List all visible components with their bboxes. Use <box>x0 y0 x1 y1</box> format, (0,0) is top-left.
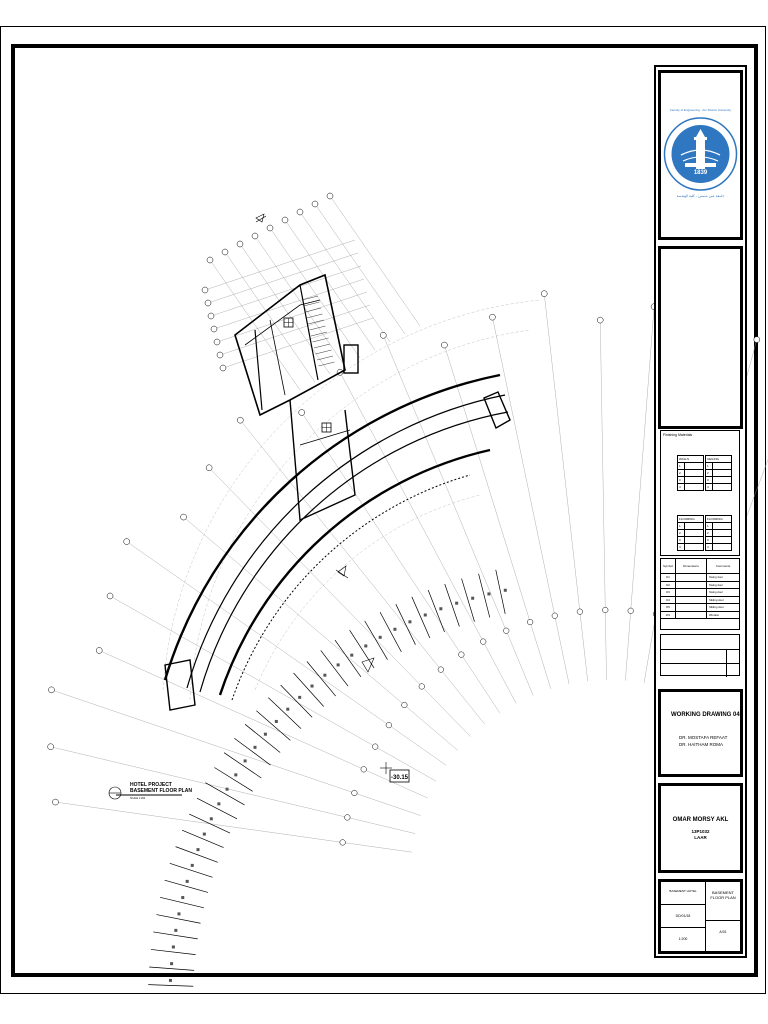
room-fixture <box>350 654 353 657</box>
finish-table <box>705 515 732 551</box>
info-scale: 1:200 <box>678 937 688 941</box>
grid-bubble <box>181 514 187 520</box>
room-fixture <box>253 746 256 749</box>
schedule-symbol: D5 <box>661 604 676 611</box>
room-fixture <box>379 636 382 639</box>
grid-bubble <box>202 287 208 293</box>
finish-table-title: FLOORING <box>678 516 704 523</box>
finish-row-material <box>685 523 704 530</box>
schedule-rows <box>661 574 739 619</box>
room-fixtures <box>169 589 507 982</box>
schedule-symbol: D3 <box>661 589 676 596</box>
room-partition <box>234 738 270 765</box>
grid-bubble-inner <box>345 815 351 821</box>
grid-bubble <box>441 342 447 348</box>
room-partition <box>380 612 401 652</box>
radial-grid-line <box>240 420 484 724</box>
finish-table <box>677 455 704 491</box>
room-partition <box>335 640 361 677</box>
grid-bubble-inner <box>628 608 634 614</box>
instructor-2: DR. HAITHAM ROMA <box>679 742 724 747</box>
grid-bubble <box>214 339 220 345</box>
north-arrow-1 <box>256 214 266 222</box>
schedule-comment: Sliding door <box>709 605 724 609</box>
room-fixture <box>217 802 220 805</box>
room-fixture <box>424 613 427 616</box>
schedule-symbol: D1 <box>661 574 676 581</box>
grid-bubble-inner <box>340 840 346 846</box>
finish-row-number: 4 <box>706 544 713 551</box>
level-marker-value: -30.15 <box>391 775 409 781</box>
finish-table <box>677 515 704 551</box>
grid-bubble-inner <box>386 722 392 728</box>
grid-bubble <box>237 241 243 247</box>
finish-row-material <box>685 470 704 477</box>
block-grid-line <box>211 266 361 316</box>
finish-table <box>705 455 732 491</box>
block-grid-line <box>223 318 373 368</box>
finish-row-number: 3 <box>706 537 713 544</box>
room-fixture <box>455 602 458 605</box>
room-partition <box>256 711 290 741</box>
room-fixture <box>487 592 490 595</box>
block-grid-line <box>225 252 315 382</box>
finish-row-material <box>685 544 704 551</box>
grid-bubble-inner <box>402 702 408 708</box>
grid-bubble-inner <box>503 628 509 634</box>
finish-table-title: FLOORING <box>706 516 732 523</box>
room-partition <box>445 584 460 627</box>
radial-grid-line <box>544 294 587 682</box>
finish-row-number: 2 <box>706 470 713 477</box>
info-project: BASEMENT HOTEL <box>669 889 697 893</box>
room-fixture <box>210 817 213 820</box>
finish-row-material <box>685 537 704 544</box>
grid-bubble-inner <box>419 684 425 690</box>
room-partition <box>148 985 193 987</box>
stair-tread <box>305 308 321 312</box>
finish-row-number: 3 <box>678 537 685 544</box>
grid-bubble <box>220 365 226 371</box>
stair-tread <box>314 344 330 348</box>
room-partition <box>205 783 244 805</box>
radial-grid-line <box>600 320 606 680</box>
room-partition <box>496 570 505 614</box>
room-partition <box>321 650 348 686</box>
finish-row-material <box>713 537 732 544</box>
room-fixture <box>203 833 206 836</box>
room-fixture <box>174 929 177 932</box>
grid-bubble <box>217 352 223 358</box>
finish-row-material <box>713 523 732 530</box>
schedule-comment: Sliding door <box>709 597 724 602</box>
room-partition <box>156 915 200 924</box>
schedule-header-comments: Comments <box>715 564 731 568</box>
grid-bubble <box>52 799 58 805</box>
stair-tread <box>308 320 324 324</box>
room-partition <box>479 574 490 618</box>
finish-table-title: CEILING <box>706 456 732 463</box>
stair-tread <box>316 350 332 354</box>
grid-bubble <box>312 201 318 207</box>
grid-bubble <box>48 687 54 693</box>
room-fixture <box>196 848 199 851</box>
grid-bubble-inner <box>352 790 358 796</box>
schedule-comment: Window <box>709 612 719 617</box>
grid-bubble <box>252 233 258 239</box>
grid-bubble <box>208 313 214 319</box>
schedule-dimensions <box>676 604 707 611</box>
room-fixture <box>408 620 411 623</box>
block-grid-line <box>205 240 355 290</box>
info-number: A/01 <box>719 930 727 934</box>
schedule-row <box>661 604 739 612</box>
logo-arabic-text: جامعة عين شمس - كلية الهندسة <box>676 194 725 198</box>
info-date: DD/01/18 <box>675 914 691 918</box>
block-grid-line <box>315 204 405 334</box>
finish-row-material <box>685 477 704 484</box>
grid-bubble <box>206 465 212 471</box>
finish-row-number: 2 <box>678 530 685 537</box>
stair-tread <box>302 296 318 300</box>
scale-text: SCALE 1:200 <box>130 797 146 800</box>
university-logo <box>661 73 740 237</box>
block-grid-line <box>330 196 420 326</box>
finish-row-material <box>685 530 704 537</box>
schedule-symbol: D2 <box>661 582 676 589</box>
stair-tread <box>317 356 333 360</box>
schedule-dimensions <box>676 582 707 589</box>
grid-bubble <box>207 257 213 263</box>
room-fixture <box>471 597 474 600</box>
room-partition <box>214 767 252 791</box>
grid-bubble <box>124 539 130 545</box>
radial-grid-line <box>55 802 411 852</box>
room-fixture <box>186 880 189 883</box>
finish-row-number: 2 <box>706 530 713 537</box>
instructor-1: DR. MOSTAFA REFAAT <box>679 735 728 740</box>
block-grid-line <box>255 236 345 366</box>
grid-bubble <box>107 593 113 599</box>
room-fixture <box>169 979 172 982</box>
room-fixture <box>337 663 340 666</box>
grid-bubble-inner <box>480 639 486 645</box>
sheet-title: BASEMENT FLOOR PLAN <box>130 788 192 794</box>
grid-bubble <box>205 300 211 306</box>
revision-table <box>660 634 740 676</box>
room-partitions <box>148 570 505 986</box>
room-partition <box>245 724 280 752</box>
finish-row-material <box>713 544 732 551</box>
stair-tread <box>319 362 335 366</box>
schedule-symbol: W1 <box>661 612 676 619</box>
block-details <box>302 296 335 366</box>
block-grid-line <box>214 279 364 329</box>
schedule-dimensions <box>676 612 707 619</box>
grid-bubble-inner <box>459 652 465 658</box>
room-partition <box>307 661 336 696</box>
room-partition <box>428 590 444 632</box>
room-fixture <box>172 945 175 948</box>
schedule-header-dimensions: Dimensions <box>676 559 707 573</box>
radial-grid-line <box>209 468 470 737</box>
room-partition <box>189 814 230 833</box>
grid-bubble <box>297 209 303 215</box>
room-fixture <box>226 788 229 791</box>
schedule-dimensions <box>676 589 707 596</box>
finish-row-material <box>713 470 732 477</box>
finish-row-number: 1 <box>678 463 685 470</box>
room-fixture <box>275 720 278 723</box>
student-panel <box>658 783 743 873</box>
grid-bubble <box>282 217 288 223</box>
room-fixture <box>181 896 184 899</box>
finishing-header: Finishing Materials <box>663 433 693 437</box>
radial-grid-line <box>99 650 427 798</box>
grid-bubble <box>754 337 760 343</box>
schedule-row <box>661 612 739 620</box>
finish-row-number: 4 <box>678 484 685 491</box>
schedule-comment: Swing door <box>709 575 723 579</box>
room-fixture <box>364 644 367 647</box>
grid-bubble <box>211 326 217 332</box>
sheet-info-panel <box>658 879 743 954</box>
room-fixture <box>311 685 314 688</box>
room-fixture <box>234 773 237 776</box>
finish-row-material <box>685 463 704 470</box>
student-id: 13P1032 <box>691 829 710 834</box>
finish-row-number: 4 <box>706 484 713 491</box>
room-fixture <box>177 912 180 915</box>
schedule-comment: Swing door <box>709 590 723 594</box>
room-partition <box>153 932 197 939</box>
grid-bubble-inner <box>372 744 378 750</box>
grid-bubble-inner <box>438 667 444 673</box>
finish-row-material <box>713 463 732 470</box>
room-partition <box>149 967 194 970</box>
logo-ring-text: Faculty of Engineering - Ain Shams University <box>670 108 731 112</box>
stair-tread <box>304 302 320 306</box>
block-grid-line <box>217 292 367 342</box>
grid-bubble <box>48 744 54 750</box>
grid-bubble <box>299 409 305 415</box>
radial-grid-line <box>625 307 654 681</box>
finish-row-number: 3 <box>678 477 685 484</box>
finish-row-number: 3 <box>706 477 713 484</box>
student-name: OMAR MORSY AKL <box>672 817 729 823</box>
room-partition <box>182 830 224 847</box>
finish-row-material <box>713 484 732 491</box>
room-fixture <box>286 708 289 711</box>
schedule-row <box>661 597 739 605</box>
grid-bubble <box>237 417 243 423</box>
grid-bubble <box>96 647 102 653</box>
schedule-dimensions <box>676 597 707 604</box>
course-panel <box>658 689 743 777</box>
room-partition <box>151 949 196 954</box>
room-partition <box>294 673 324 706</box>
schedule-row <box>661 589 739 597</box>
radial-grid-line <box>110 596 436 781</box>
grid-bubble-inner <box>602 607 608 613</box>
finish-row-number: 1 <box>678 523 685 530</box>
block-grid-line <box>270 228 360 358</box>
finish-row-number: 1 <box>706 463 713 470</box>
course-title: WORKING DRAWING 04 <box>671 712 740 718</box>
room-fixture <box>244 759 247 762</box>
stair-tread <box>313 338 329 342</box>
schedule-row <box>661 574 739 582</box>
room-partition <box>396 604 416 644</box>
finish-row-material <box>713 530 732 537</box>
room-partition <box>224 753 261 778</box>
room-fixture <box>191 864 194 867</box>
info-sheet: BASEMENT FLOOR PLAN <box>710 890 736 900</box>
schedule-comment: Swing door <box>709 582 723 587</box>
grid-bubble <box>541 291 547 297</box>
grid-bubble <box>267 225 273 231</box>
schedule-row <box>661 582 739 590</box>
key-plan-box <box>658 246 743 429</box>
door-window-schedule <box>660 558 740 630</box>
grid-bubble-inner <box>361 767 367 773</box>
curved-wing <box>165 375 508 700</box>
finish-row-material <box>713 477 732 484</box>
grid-bubble <box>380 332 386 338</box>
room-partition <box>281 685 312 717</box>
radial-grid-line <box>51 747 416 834</box>
schedule-dimensions <box>676 574 707 581</box>
finish-table-title: WALLS <box>678 456 704 463</box>
radial-grid-line <box>302 412 500 713</box>
logo-year: 1839 <box>693 170 708 176</box>
finish-row-number: 1 <box>706 523 713 530</box>
grid-bubble-inner <box>577 609 583 615</box>
room-fixture <box>504 589 507 592</box>
project-title: HOTEL PROJECT <box>130 782 172 788</box>
grid-bubble-inner <box>527 619 533 625</box>
schedule-header-symbol: Symbol <box>661 559 676 573</box>
grid-bubble <box>327 193 333 199</box>
logo-panel <box>658 70 743 240</box>
grid-bubble-inner <box>552 613 558 619</box>
room-partition <box>197 798 237 819</box>
room-partition <box>268 698 301 729</box>
grid-bubble <box>222 249 228 255</box>
room-fixture <box>170 962 173 965</box>
room-fixture <box>323 674 326 677</box>
grid-bubble <box>597 317 603 323</box>
room-fixture <box>264 733 267 736</box>
block-grid-line <box>285 220 375 350</box>
finishing-materials-panel <box>660 430 740 556</box>
stair-tread <box>307 314 323 318</box>
grid-bubble <box>489 314 495 320</box>
finish-row-number: 4 <box>678 544 685 551</box>
room-fixture <box>439 607 442 610</box>
room-fixture <box>393 628 396 631</box>
finish-row-number: 2 <box>678 470 685 477</box>
room-partition <box>365 621 388 660</box>
room-partition <box>462 579 475 622</box>
student-dept: LAAR <box>694 835 707 840</box>
finish-tables <box>661 439 739 549</box>
room-fixture <box>298 696 301 699</box>
finish-row-material <box>685 484 704 491</box>
schedule-symbol: D4 <box>661 597 676 604</box>
block-grid-line <box>208 253 358 303</box>
